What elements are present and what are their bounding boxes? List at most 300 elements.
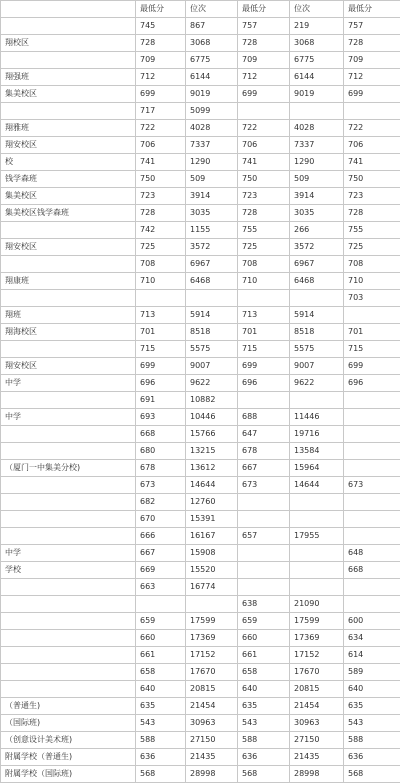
school-name-cell: 附属学校（国际班) (1, 766, 136, 783)
rank-2-cell: 19716 (290, 426, 344, 443)
min-score-3-cell: 636 (344, 749, 400, 766)
school-name-cell: 翔海校区 (1, 324, 136, 341)
school-name-cell (1, 664, 136, 681)
min-score-3-cell: 673 (344, 477, 400, 494)
rank-2-cell: 20815 (290, 681, 344, 698)
rank-1-cell: 1290 (186, 154, 238, 171)
min-score-2-cell: 728 (238, 205, 290, 222)
rank-2-cell: 3035 (290, 205, 344, 222)
rank-1-cell: 6775 (186, 52, 238, 69)
rank-2-cell: 11446 (290, 409, 344, 426)
min-score-2-cell: 757 (238, 18, 290, 35)
min-score-1-cell: 543 (136, 715, 186, 732)
min-score-3-cell: 640 (344, 681, 400, 698)
min-score-3-cell (344, 596, 400, 613)
min-score-2-cell: 635 (238, 698, 290, 715)
school-name-cell (1, 426, 136, 443)
rank-1-cell: 28998 (186, 766, 238, 783)
table-row (1, 392, 400, 409)
min-score-2-cell: 657 (238, 528, 290, 545)
min-score-3-cell: 708 (344, 256, 400, 273)
rank-2-cell: 17152 (290, 647, 344, 664)
min-score-1-cell: 717 (136, 103, 186, 120)
min-score-3-cell (344, 392, 400, 409)
rank-2-cell: 8518 (290, 324, 344, 341)
min-score-1-cell: 691 (136, 392, 186, 409)
min-score-1-cell: 659 (136, 613, 186, 630)
min-score-2-cell: 755 (238, 222, 290, 239)
school-name-cell: 翔雅班 (1, 120, 136, 137)
min-score-3-cell: 722 (344, 120, 400, 137)
rank-1-cell: 3068 (186, 35, 238, 52)
min-score-3-cell: 701 (344, 324, 400, 341)
rank-1-cell: 21454 (186, 698, 238, 715)
min-score-3-cell: 696 (344, 375, 400, 392)
min-score-2-cell: 647 (238, 426, 290, 443)
table-row (1, 103, 400, 120)
min-score-2-cell (238, 562, 290, 579)
min-score-2-cell: 701 (238, 324, 290, 341)
table-row (1, 630, 400, 647)
min-score-1-cell: 713 (136, 307, 186, 324)
min-score-1-cell: 661 (136, 647, 186, 664)
min-score-2-cell: 673 (238, 477, 290, 494)
rank-2-cell: 14644 (290, 477, 344, 494)
min-score-2-cell (238, 103, 290, 120)
rank-1-cell: 15391 (186, 511, 238, 528)
table-row (1, 477, 400, 494)
school-name-cell (1, 613, 136, 630)
min-score-1-cell: 741 (136, 154, 186, 171)
min-score-3-cell: 715 (344, 341, 400, 358)
min-score-3-cell: 589 (344, 664, 400, 681)
min-score-2-cell (238, 545, 290, 562)
rank-2-cell: 7337 (290, 137, 344, 154)
min-score-2-cell: 699 (238, 358, 290, 375)
rank-1-cell: 4028 (186, 120, 238, 137)
rank-1-cell (186, 290, 238, 307)
school-name-cell: 校 (1, 154, 136, 171)
table-row (1, 562, 400, 579)
table-row (1, 341, 400, 358)
table-row (1, 188, 400, 205)
rank-2-cell (290, 494, 344, 511)
table-row (1, 749, 400, 766)
school-name-cell (1, 52, 136, 69)
min-score-1-cell: 635 (136, 698, 186, 715)
min-score-1-cell: 710 (136, 273, 186, 290)
min-score-3-cell: 725 (344, 239, 400, 256)
school-name-cell (1, 681, 136, 698)
table-row (1, 613, 400, 630)
min-score-1-cell: 745 (136, 18, 186, 35)
rank-1-cell: 1155 (186, 222, 238, 239)
rank-2-cell: 15964 (290, 460, 344, 477)
rank-1-cell: 6144 (186, 69, 238, 86)
school-name-cell (1, 18, 136, 35)
table-row (1, 69, 400, 86)
table-row (1, 698, 400, 715)
min-score-3-cell: 728 (344, 205, 400, 222)
rank-1-cell: 20815 (186, 681, 238, 698)
min-score-2-cell (238, 392, 290, 409)
table-row (1, 18, 400, 35)
rank-2-cell: 13584 (290, 443, 344, 460)
min-score-3-cell: 635 (344, 698, 400, 715)
school-name-cell: 集美校区 (1, 86, 136, 103)
rank-2-cell: 3914 (290, 188, 344, 205)
min-score-2-cell: 709 (238, 52, 290, 69)
min-score-1-cell: 669 (136, 562, 186, 579)
header-school-name-cell (1, 1, 136, 18)
min-score-1-cell: 682 (136, 494, 186, 511)
table-row (1, 137, 400, 154)
min-score-1-cell: 636 (136, 749, 186, 766)
min-score-2-cell: 688 (238, 409, 290, 426)
school-name-cell (1, 290, 136, 307)
rank-1-cell: 9007 (186, 358, 238, 375)
min-score-1-cell: 640 (136, 681, 186, 698)
min-score-3-cell (344, 511, 400, 528)
rank-1-cell: 7337 (186, 137, 238, 154)
rank-2-cell: 30963 (290, 715, 344, 732)
rank-1-cell: 15766 (186, 426, 238, 443)
min-score-1-cell: 708 (136, 256, 186, 273)
rank-2-cell (290, 290, 344, 307)
rank-2-cell: 3572 (290, 239, 344, 256)
rank-2-cell: 9019 (290, 86, 344, 103)
min-score-3-cell (344, 528, 400, 545)
header-min-score-2-cell: 最低分 (238, 1, 290, 18)
min-score-2-cell: 715 (238, 341, 290, 358)
rank-1-cell: 3914 (186, 188, 238, 205)
school-name-cell (1, 256, 136, 273)
min-score-1-cell: 670 (136, 511, 186, 528)
min-score-3-cell: 614 (344, 647, 400, 664)
min-score-1-cell: 699 (136, 86, 186, 103)
min-score-1-cell: 750 (136, 171, 186, 188)
table-row (1, 443, 400, 460)
min-score-1-cell: 667 (136, 545, 186, 562)
rank-1-cell: 17670 (186, 664, 238, 681)
min-score-2-cell: 722 (238, 120, 290, 137)
table-row (1, 528, 400, 545)
school-name-cell (1, 647, 136, 664)
school-name-cell (1, 579, 136, 596)
table-row (1, 324, 400, 341)
min-score-2-cell: 588 (238, 732, 290, 749)
min-score-1-cell: 680 (136, 443, 186, 460)
rank-1-cell: 8518 (186, 324, 238, 341)
rank-2-cell: 1290 (290, 154, 344, 171)
min-score-3-cell: 706 (344, 137, 400, 154)
rank-1-cell: 13215 (186, 443, 238, 460)
min-score-3-cell (344, 103, 400, 120)
rank-1-cell: 6967 (186, 256, 238, 273)
min-score-2-cell: 636 (238, 749, 290, 766)
min-score-3-cell (344, 307, 400, 324)
min-score-2-cell: 699 (238, 86, 290, 103)
rank-1-cell: 509 (186, 171, 238, 188)
min-score-2-cell: 638 (238, 596, 290, 613)
min-score-3-cell (344, 460, 400, 477)
rank-2-cell: 4028 (290, 120, 344, 137)
min-score-2-cell: 713 (238, 307, 290, 324)
school-name-cell: 翔安校区 (1, 137, 136, 154)
school-name-cell: 附属学校（普通生) (1, 749, 136, 766)
rank-2-cell: 21435 (290, 749, 344, 766)
min-score-1-cell: 588 (136, 732, 186, 749)
school-name-cell (1, 511, 136, 528)
min-score-1-cell: 666 (136, 528, 186, 545)
table-row (1, 732, 400, 749)
school-name-cell: 钱学森班 (1, 171, 136, 188)
min-score-2-cell: 723 (238, 188, 290, 205)
school-name-cell: （国际班) (1, 715, 136, 732)
school-name-cell: （厦门一中集美分校) (1, 460, 136, 477)
school-name-cell (1, 443, 136, 460)
min-score-3-cell: 543 (344, 715, 400, 732)
header-rank-1-cell: 位次 (186, 1, 238, 18)
min-score-3-cell: 755 (344, 222, 400, 239)
min-score-3-cell: 699 (344, 358, 400, 375)
table-row (1, 715, 400, 732)
min-score-1-cell: 693 (136, 409, 186, 426)
rank-2-cell: 21090 (290, 596, 344, 613)
min-score-3-cell: 568 (344, 766, 400, 783)
rank-2-cell: 5575 (290, 341, 344, 358)
rank-2-cell: 21454 (290, 698, 344, 715)
table-row (1, 358, 400, 375)
min-score-1-cell: 696 (136, 375, 186, 392)
min-score-2-cell (238, 511, 290, 528)
min-score-1-cell: 722 (136, 120, 186, 137)
rank-1-cell (186, 596, 238, 613)
rank-1-cell: 12760 (186, 494, 238, 511)
rank-1-cell: 3035 (186, 205, 238, 222)
table-row (1, 307, 400, 324)
school-name-cell (1, 477, 136, 494)
min-score-1-cell: 568 (136, 766, 186, 783)
min-score-3-cell (344, 494, 400, 511)
rank-2-cell: 219 (290, 18, 344, 35)
school-name-cell: 学校 (1, 562, 136, 579)
min-score-1-cell (136, 290, 186, 307)
rank-1-cell: 10882 (186, 392, 238, 409)
rank-1-cell: 21435 (186, 749, 238, 766)
min-score-2-cell: 750 (238, 171, 290, 188)
header-row (1, 1, 400, 18)
min-score-2-cell: 728 (238, 35, 290, 52)
min-score-3-cell: 750 (344, 171, 400, 188)
table-row (1, 222, 400, 239)
table-row (1, 86, 400, 103)
table-row (1, 766, 400, 783)
min-score-3-cell: 668 (344, 562, 400, 579)
rank-2-cell: 5914 (290, 307, 344, 324)
min-score-2-cell: 741 (238, 154, 290, 171)
header-min-score-1-cell: 最低分 (136, 1, 186, 18)
rank-2-cell (290, 545, 344, 562)
school-name-cell: 翔安校区 (1, 239, 136, 256)
min-score-1-cell: 709 (136, 52, 186, 69)
rank-1-cell: 30963 (186, 715, 238, 732)
table-row (1, 52, 400, 69)
table-row (1, 681, 400, 698)
rank-1-cell: 14644 (186, 477, 238, 494)
table-row (1, 664, 400, 681)
rank-2-cell: 6144 (290, 69, 344, 86)
min-score-1-cell: 660 (136, 630, 186, 647)
min-score-3-cell: 757 (344, 18, 400, 35)
min-score-1-cell: 725 (136, 239, 186, 256)
school-name-cell (1, 392, 136, 409)
table-row (1, 545, 400, 562)
min-score-3-cell (344, 426, 400, 443)
rank-1-cell: 10446 (186, 409, 238, 426)
min-score-3-cell: 741 (344, 154, 400, 171)
rank-2-cell: 509 (290, 171, 344, 188)
table-row (1, 35, 400, 52)
rank-2-cell: 6775 (290, 52, 344, 69)
rank-2-cell (290, 392, 344, 409)
school-name-cell: 翔强班 (1, 69, 136, 86)
table-row (1, 494, 400, 511)
rank-1-cell: 16774 (186, 579, 238, 596)
school-name-cell (1, 103, 136, 120)
school-name-cell: 集美校区 (1, 188, 136, 205)
header-rank-2-cell: 位次 (290, 1, 344, 18)
min-score-1-cell: 706 (136, 137, 186, 154)
min-score-1-cell: 742 (136, 222, 186, 239)
min-score-2-cell: 543 (238, 715, 290, 732)
school-name-cell: 翔班 (1, 307, 136, 324)
rank-1-cell: 9019 (186, 86, 238, 103)
min-score-1-cell: 728 (136, 35, 186, 52)
min-score-3-cell: 728 (344, 35, 400, 52)
min-score-3-cell: 709 (344, 52, 400, 69)
min-score-1-cell: 723 (136, 188, 186, 205)
table-row (1, 205, 400, 222)
min-score-1-cell: 728 (136, 205, 186, 222)
rank-1-cell: 16167 (186, 528, 238, 545)
rank-1-cell: 9622 (186, 375, 238, 392)
rank-2-cell (290, 103, 344, 120)
table-row (1, 256, 400, 273)
min-score-3-cell (344, 409, 400, 426)
min-score-1-cell: 658 (136, 664, 186, 681)
min-score-2-cell: 640 (238, 681, 290, 698)
rank-1-cell: 867 (186, 18, 238, 35)
school-name-cell: 中学 (1, 375, 136, 392)
header-min-score-3-cell: 最低分 (344, 1, 400, 18)
rank-2-cell: 17670 (290, 664, 344, 681)
school-name-cell: 集美校区钱学森班 (1, 205, 136, 222)
school-name-cell (1, 222, 136, 239)
rank-2-cell: 6967 (290, 256, 344, 273)
rank-1-cell: 5575 (186, 341, 238, 358)
min-score-3-cell: 588 (344, 732, 400, 749)
min-score-2-cell: 708 (238, 256, 290, 273)
table-row (1, 426, 400, 443)
school-name-cell: 翔校区 (1, 35, 136, 52)
min-score-1-cell: 712 (136, 69, 186, 86)
min-score-3-cell: 703 (344, 290, 400, 307)
rank-2-cell (290, 579, 344, 596)
min-score-2-cell: 725 (238, 239, 290, 256)
rank-2-cell: 28998 (290, 766, 344, 783)
min-score-1-cell: 715 (136, 341, 186, 358)
school-name-cell (1, 630, 136, 647)
min-score-3-cell: 600 (344, 613, 400, 630)
school-name-cell (1, 596, 136, 613)
min-score-2-cell: 712 (238, 69, 290, 86)
rank-2-cell: 17599 (290, 613, 344, 630)
min-score-3-cell (344, 579, 400, 596)
rank-1-cell: 5914 (186, 307, 238, 324)
rank-2-cell (290, 562, 344, 579)
min-score-3-cell: 710 (344, 273, 400, 290)
table-row (1, 120, 400, 137)
min-score-2-cell: 696 (238, 375, 290, 392)
table-row (1, 273, 400, 290)
table-row (1, 375, 400, 392)
table-row (1, 409, 400, 426)
min-score-3-cell (344, 443, 400, 460)
min-score-2-cell (238, 579, 290, 596)
rank-1-cell: 17152 (186, 647, 238, 664)
rank-2-cell (290, 511, 344, 528)
table-row (1, 511, 400, 528)
table-row (1, 647, 400, 664)
rank-2-cell: 9007 (290, 358, 344, 375)
rank-1-cell: 15908 (186, 545, 238, 562)
min-score-2-cell (238, 290, 290, 307)
min-score-1-cell: 668 (136, 426, 186, 443)
rank-1-cell: 27150 (186, 732, 238, 749)
min-score-2-cell: 568 (238, 766, 290, 783)
rank-2-cell: 27150 (290, 732, 344, 749)
min-score-2-cell: 667 (238, 460, 290, 477)
school-name-cell: （普通生) (1, 698, 136, 715)
table-row (1, 171, 400, 188)
table-row (1, 596, 400, 613)
rank-2-cell: 17369 (290, 630, 344, 647)
school-name-cell (1, 528, 136, 545)
min-score-3-cell: 712 (344, 69, 400, 86)
school-name-cell (1, 341, 136, 358)
table-row (1, 154, 400, 171)
table-row (1, 460, 400, 477)
rank-1-cell: 5099 (186, 103, 238, 120)
school-name-cell: 中学 (1, 545, 136, 562)
min-score-1-cell: 678 (136, 460, 186, 477)
rank-1-cell: 13612 (186, 460, 238, 477)
min-score-2-cell: 660 (238, 630, 290, 647)
table-body (1, 1, 400, 783)
rank-2-cell: 17955 (290, 528, 344, 545)
min-score-1-cell: 663 (136, 579, 186, 596)
rank-1-cell: 3572 (186, 239, 238, 256)
min-score-2-cell (238, 494, 290, 511)
min-score-2-cell: 710 (238, 273, 290, 290)
min-score-3-cell: 699 (344, 86, 400, 103)
table-row (1, 239, 400, 256)
school-name-cell: 中学 (1, 409, 136, 426)
min-score-2-cell: 659 (238, 613, 290, 630)
school-name-cell: 翔康班 (1, 273, 136, 290)
min-score-2-cell: 706 (238, 137, 290, 154)
